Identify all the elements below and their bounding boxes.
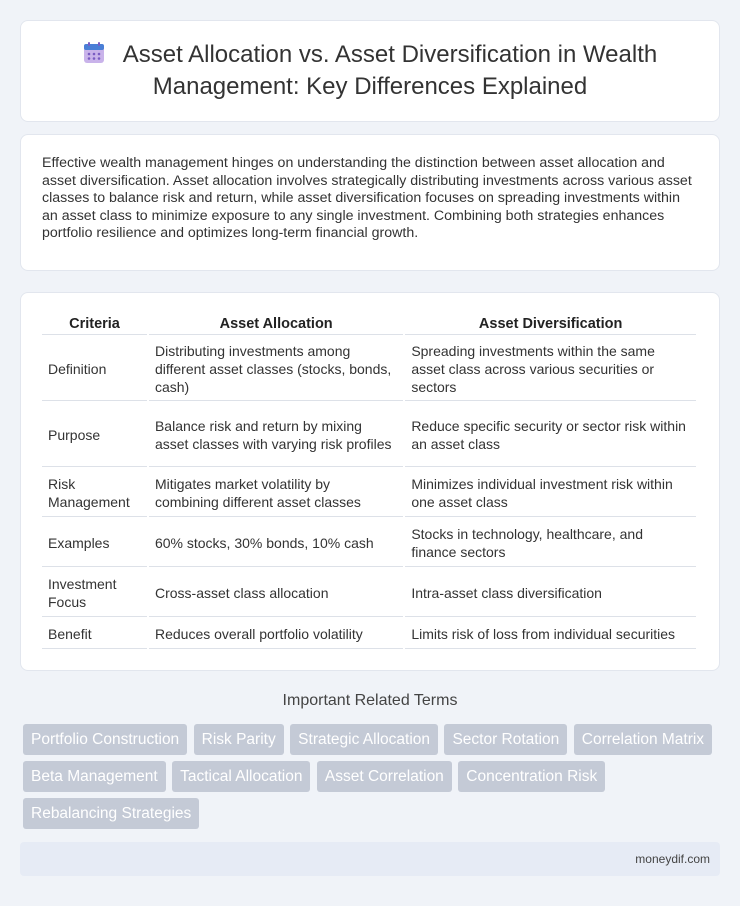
table-cell: Intra-asset class diversification — [405, 569, 696, 617]
table-cell: Reduces overall portfolio volatility — [149, 619, 403, 649]
table-row — [42, 469, 696, 517]
table-cell: Definition — [42, 337, 147, 401]
tag-correlation-matrix[interactable]: Correlation Matrix — [574, 724, 712, 755]
tag-tactical-allocation[interactable]: Tactical Allocation — [172, 761, 310, 792]
title-card — [20, 20, 720, 122]
table-cell: Purpose — [42, 403, 147, 467]
tag-beta-management[interactable]: Beta Management — [23, 761, 166, 792]
tag-rebalancing-strategies[interactable]: Rebalancing Strategies — [23, 798, 199, 829]
table-cell: Examples — [42, 519, 147, 567]
intro-paragraph: Effective wealth management hinges on understanding the distinction between asset allocation and asset diversification. Asset allocation involves strategically distributing investments across various asset classes to balance risk and return, while asset diversification focuses on spreading investments within an asset class to minimize exposure to any single investment. Combining both strategies enhances portfolio resilience and optimizes long-term financial growth. — [42, 155, 692, 242]
table-cell: Balance risk and return by mixing asset classes with varying risk profiles — [149, 403, 403, 467]
tag-concentration-risk[interactable]: Concentration Risk — [458, 761, 605, 792]
table-cell: Mitigates market volatility by combining different asset classes — [149, 469, 403, 517]
table-row — [42, 337, 696, 401]
table-header-row — [42, 315, 696, 335]
column-header-asset-diversification: Asset Diversification — [405, 315, 696, 335]
table-cell: Stocks in technology, healthcare, and finance sectors — [405, 519, 696, 567]
related-terms-heading: Important Related Terms — [282, 692, 458, 709]
related-terms-tags — [23, 724, 723, 835]
table-cell: Risk Management — [42, 469, 147, 517]
table-cell: 60% stocks, 30% bonds, 10% cash — [149, 519, 403, 567]
table-row — [42, 619, 696, 649]
column-header-criteria: Criteria — [42, 315, 147, 335]
table-cell: Investment Focus — [42, 569, 147, 617]
table-row — [42, 519, 696, 567]
footer — [20, 842, 720, 876]
comparison-card — [20, 292, 720, 671]
tag-asset-correlation[interactable]: Asset Correlation — [317, 761, 452, 792]
tag-strategic-allocation[interactable]: Strategic Allocation — [290, 724, 438, 755]
tag-sector-rotation[interactable]: Sector Rotation — [444, 724, 567, 755]
table-cell: Benefit — [42, 619, 147, 649]
tag-risk-parity[interactable]: Risk Parity — [194, 724, 284, 755]
column-header-asset-allocation: Asset Allocation — [149, 315, 403, 335]
table-row — [42, 403, 696, 467]
table-cell: Cross-asset class allocation — [149, 569, 403, 617]
comparison-table — [40, 313, 698, 651]
table-cell: Minimizes individual investment risk within one asset class — [405, 469, 696, 517]
intro-card — [20, 134, 720, 271]
page-title: Asset Allocation vs. Asset Diversification in Wealth Management: Key Differences Explained — [122, 41, 658, 100]
page-title-wrap — [60, 40, 680, 102]
table-row — [42, 569, 696, 617]
calendar-icon — [83, 42, 105, 72]
tag-portfolio-construction[interactable]: Portfolio Construction — [23, 724, 187, 755]
table-cell: Distributing investments among different asset classes (stocks, bonds, cash) — [149, 337, 403, 401]
footer-site-link[interactable]: moneydif.com — [635, 852, 710, 866]
table-cell: Reduce specific security or sector risk within an asset class — [405, 403, 696, 467]
table-cell: Spreading investments within the same asset class across various securities or sectors — [405, 337, 696, 401]
table-cell: Limits risk of loss from individual securities — [405, 619, 696, 649]
